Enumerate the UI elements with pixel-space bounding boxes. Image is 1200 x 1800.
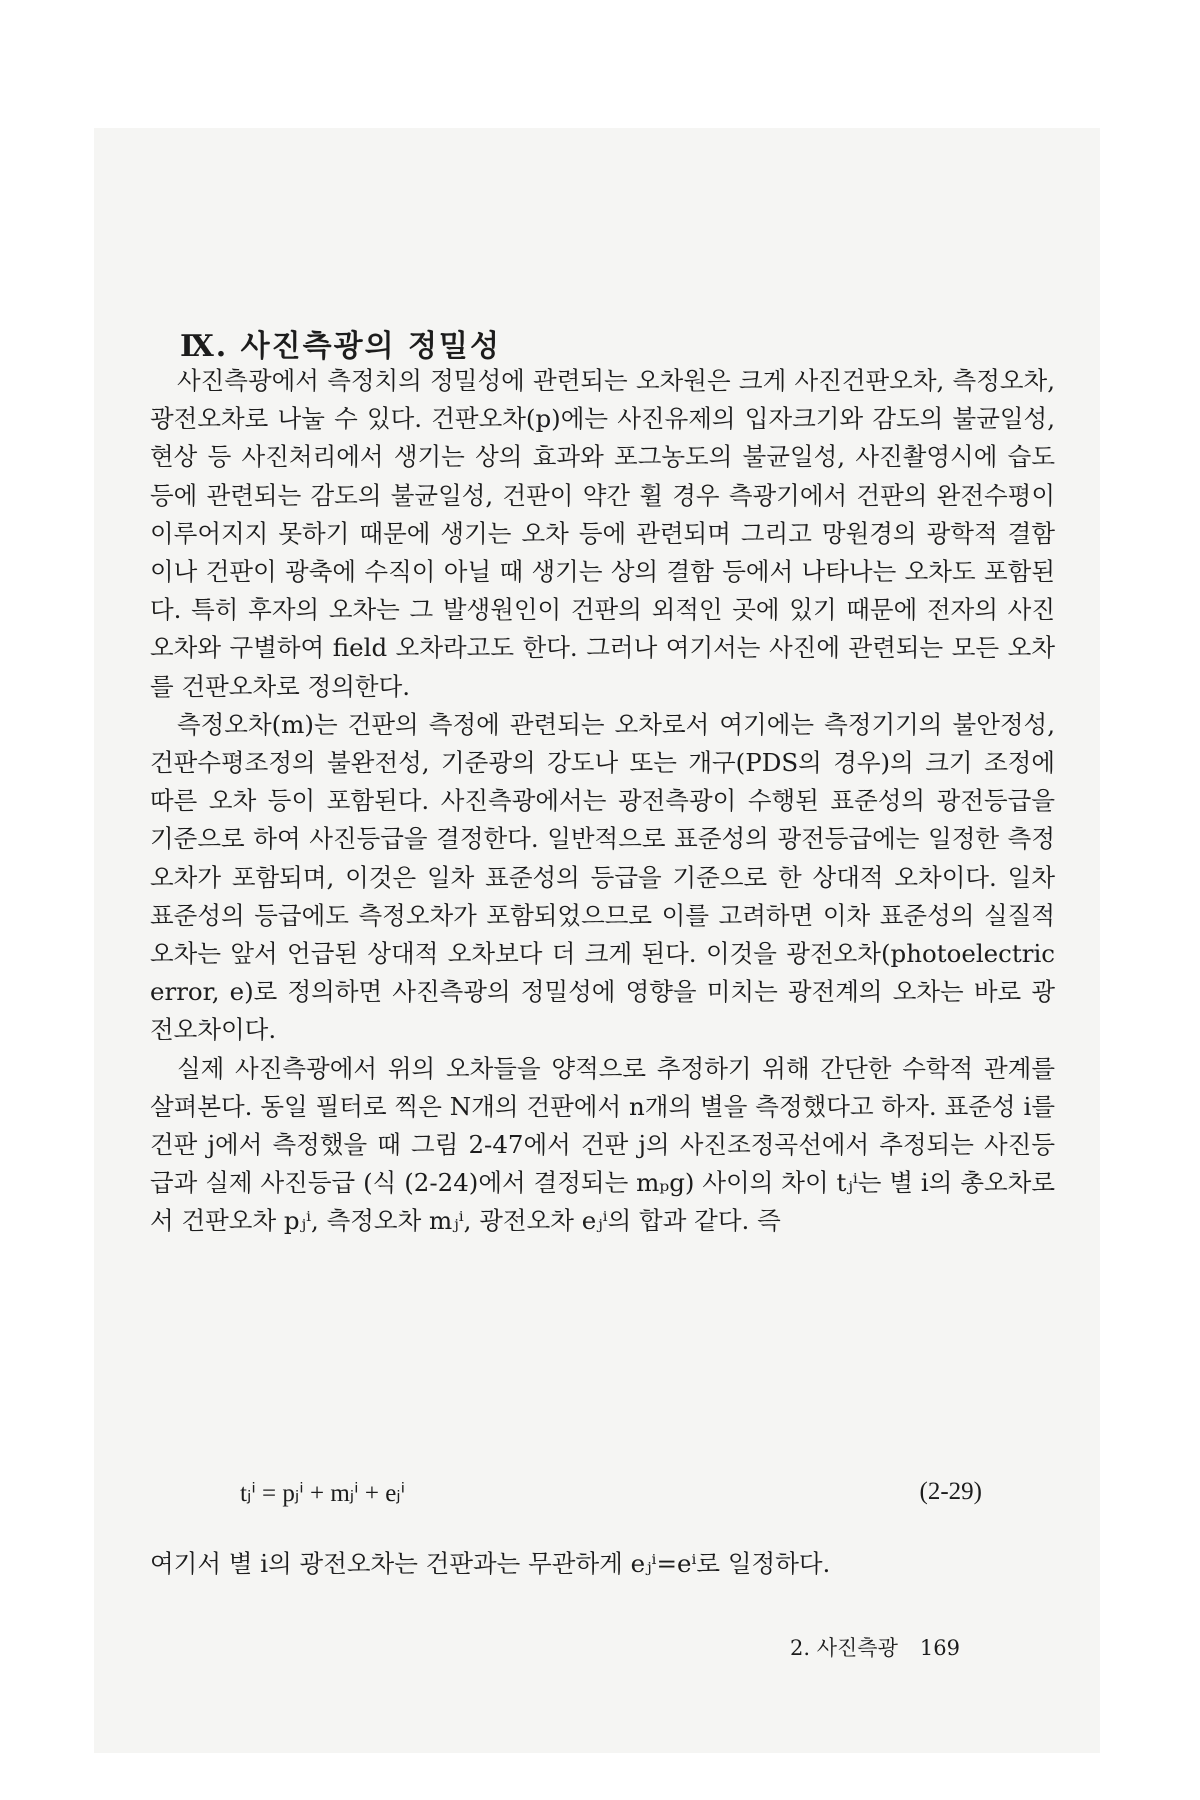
running-head: 2. 사진측광 (790, 1636, 898, 1660)
closing-sentence: 여기서 별 i의 광전오차는 건판과는 무관하게 eⱼⁱ=eⁱ로 일정하다. (150, 1549, 831, 1578)
paragraph-error-sources: 사진측광에서 측정치의 정밀성에 관련되는 오차원은 크게 사진건판오차, 측정오차, 광전오차로 나눌 수 있다. 건판오차(p)에는 사진유제의 입자크기와 감도의 불균일성, 현상 등 사진처리에서 생기는 상의 효과와 포그농도의 불균일성, 사진촬영시에 습도 등에 관련되는 감도의 불균일성, 건판이 약간 휠 경우 측광기에서 건판의 완전수평이 이루어지지 못하기 때문에 생기는 오차 등에 관련되며 그리고 망원경의 광학적 결함이나 건판이 광축에 수직이 아닐 때 생기는 상의 결함 등에서 나타나는 오차도 포함된다. 특히 후자의 오차는 그 발생원인이 건판의 외적인 곳에 있기 때문에 전자의 사진오차와 구별하여 field 오차라고도 한다. 그러나 여기서는 사진에 관련되는 모든 오차를 건판오차로 정의한다. (150, 366, 1055, 701)
page-footer (790, 1632, 960, 1662)
paragraph-quantitative-estimate: 실제 사진측광에서 위의 오차들을 양적으로 추정하기 위해 간단한 수학적 관계를 살펴본다. 동일 필터로 찍은 N개의 건판에서 n개의 별을 측정했다고 하자. 표준성 i를 건판 j에서 측정했을 때 그림 2-47에서 건판 j의 사진조정곡선에서 추정되는 사진등급과 실제 사진등급 (식 (2-24)에서 결정되는 mₚg) 사이의 차이 tⱼⁱ는 별 i의 총오차로서 건판오차 pⱼⁱ, 측정오차 mⱼⁱ, 광전오차 eⱼⁱ의 합과 같다. 즉 (150, 1053, 1055, 1236)
body-text (150, 362, 1055, 1241)
page-number: 169 (919, 1636, 960, 1660)
equation-number: (2-29) (919, 1478, 982, 1505)
equation (240, 1478, 982, 1508)
equation-expression: tⱼⁱ = pⱼⁱ + mⱼⁱ + eⱼⁱ (240, 1480, 406, 1507)
section-heading: Ⅸ. 사진측광의 정밀성 (180, 328, 501, 364)
paragraph-measurement-error: 측정오차(m)는 건판의 측정에 관련되는 오차로서 여기에는 측정기기의 불안정성, 건판수평조정의 불완전성, 기준광의 강도나 또는 개구(PDS의 경우)의 크기 조정에 따른 오차 등이 포함된다. 사진측광에서는 광전측광이 수행된 표준성의 광전등급을 기준으로 하여 사진등급을 결정한다. 일반적으로 표준성의 광전등급에는 일정한 측정오차가 포함되며, 이것은 일차 표준성의 등급을 기준으로 한 상대적 오차이다. 일차 표준성의 등급에도 측정오차가 포함되었으므로 이를 고려하면 이차 표준성의 실질적 오차는 앞서 언급된 상대적 오차보다 더 크게 된다. 이것을 광전오차(photoelectric error, e)로 정의하면 사진측광의 정밀성에 영향을 미치는 광전계의 오차는 바로 광전오차이다. (150, 709, 1055, 1045)
